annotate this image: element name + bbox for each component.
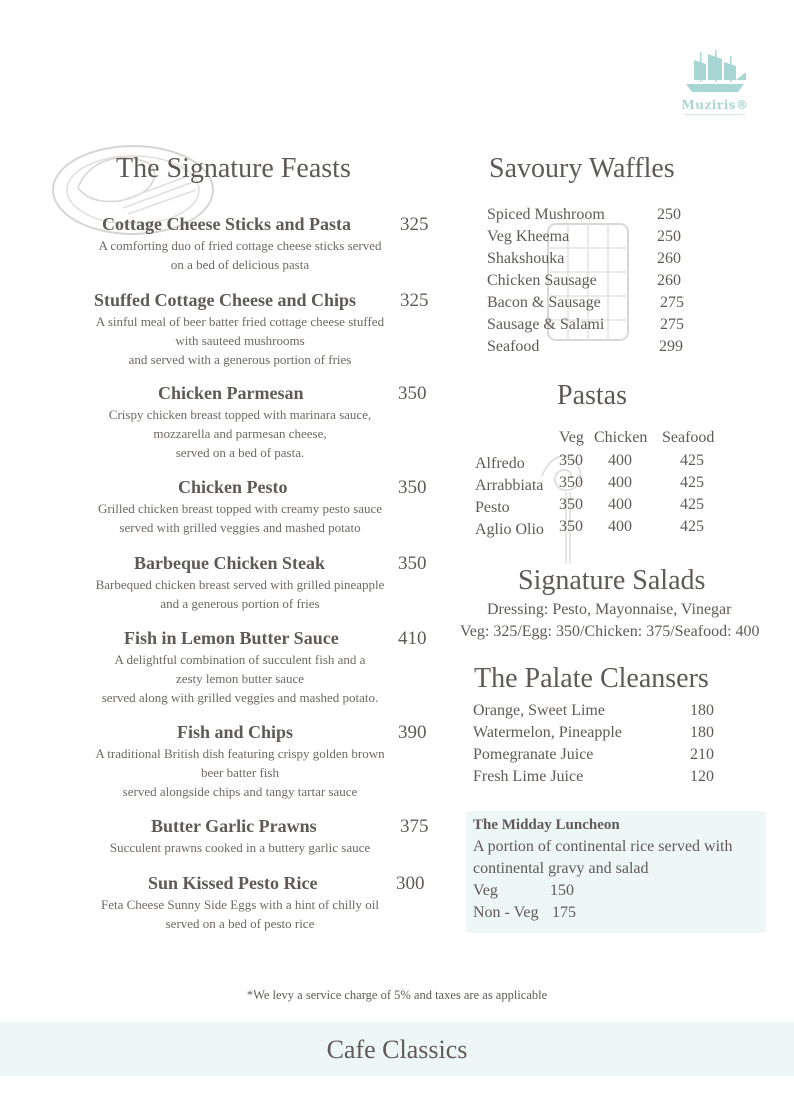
item-description: A delightful combination of succulent fish and a zesty lemon butter sauce served along with grilled veggies and mashed potato. xyxy=(101,652,379,705)
list-item: Sausage & Salami xyxy=(487,316,605,333)
column-header: Chicken xyxy=(594,429,648,446)
luncheon-option-name: Veg xyxy=(473,882,498,899)
luncheon-description-line: continental gravy and salad xyxy=(473,860,649,877)
item-price: 350 xyxy=(398,383,427,404)
pasta-price: 400 xyxy=(608,474,632,491)
item-price: 250 xyxy=(657,206,681,223)
salad-prices: Veg: 325/Egg: 350/Chicken: 375/Seafood: 400 xyxy=(460,623,760,640)
pasta-price: 350 xyxy=(559,474,583,491)
list-item: Orange, Sweet Lime xyxy=(473,702,605,719)
item-price: 350 xyxy=(398,553,427,574)
pasta-price: 425 xyxy=(680,496,704,513)
column-header: Seafood xyxy=(662,429,715,446)
item-description: Grilled chicken breast topped with creamy pesto sauce served with grilled veggies and mashed potato xyxy=(97,501,383,535)
midday-luncheon-title: The Midday Luncheon xyxy=(473,817,620,833)
item-description: Crispy chicken breast topped with marinara sauce, mozzarella and parmesan cheese, served on a bed of pasta. xyxy=(108,407,372,460)
pasta-name: Alfredo xyxy=(475,455,525,472)
item-price: 120 xyxy=(690,768,714,785)
section-banner xyxy=(0,1022,794,1076)
list-item: Spiced Mushroom xyxy=(487,206,605,223)
item-price: 375 xyxy=(400,816,429,837)
item-price: 260 xyxy=(657,250,681,267)
item-price: 325 xyxy=(400,214,429,235)
list-item: Shakshouka xyxy=(487,250,565,267)
brand-name: Muziris® xyxy=(681,98,749,112)
luncheon-option-name: Non - Veg xyxy=(473,904,539,921)
item-name: Stuffed Cottage Cheese and Chips xyxy=(94,290,357,310)
column-header: Veg xyxy=(559,429,584,446)
item-price: 210 xyxy=(690,746,714,763)
pasta-price: 350 xyxy=(559,518,583,535)
item-price: 275 xyxy=(660,316,684,333)
item-description: A sinful meal of beer batter fried cottage cheese stuffed with sauteed mushrooms and served with a generous portion of fries xyxy=(95,314,385,367)
list-item: Pomegranate Juice xyxy=(473,746,594,763)
signature-feasts-title: The Signature Feasts xyxy=(116,153,351,184)
midday-luncheon-box xyxy=(466,811,766,933)
item-description: A traditional British dish featuring crispy golden brown beer batter fish served alongside chips and tangy tartar sauce xyxy=(95,746,385,799)
item-price: 410 xyxy=(398,628,427,649)
item-price: 260 xyxy=(657,272,681,289)
brand-underline xyxy=(685,114,745,115)
savoury-waffles-title: Savoury Waffles xyxy=(489,153,675,184)
pasta-price: 400 xyxy=(608,518,632,535)
list-item: Watermelon, Pineapple xyxy=(473,724,622,741)
item-price: 300 xyxy=(396,873,425,894)
luncheon-description-line: A portion of continental rice served with xyxy=(473,838,733,855)
pastas-title: Pastas xyxy=(557,380,627,411)
item-name: Chicken Pesto xyxy=(178,477,288,497)
service-charge-note: *We levy a service charge of 5% and taxes are as applicable xyxy=(246,988,548,1002)
item-price: 180 xyxy=(690,724,714,741)
ship-icon xyxy=(680,50,750,96)
pasta-price: 350 xyxy=(559,496,583,513)
item-name: Butter Garlic Prawns xyxy=(151,816,317,836)
item-price: 350 xyxy=(398,477,427,498)
item-name: Chicken Parmesan xyxy=(158,383,304,403)
item-name: Barbeque Chicken Steak xyxy=(134,553,326,573)
luncheon-option-price: 150 xyxy=(550,882,574,899)
pasta-name: Arrabbiata xyxy=(475,477,544,494)
pasta-price: 425 xyxy=(680,474,704,491)
list-item: Bacon & Sausage xyxy=(487,294,601,311)
item-price: 250 xyxy=(657,228,681,245)
pasta-price: 350 xyxy=(559,452,583,469)
banner-title: Cafe Classics xyxy=(326,1035,468,1064)
list-item: Chicken Sausage xyxy=(487,272,597,289)
item-name: Fish in Lemon Butter Sauce xyxy=(124,628,339,648)
item-name: Sun Kissed Pesto Rice xyxy=(148,873,318,893)
item-name: Cottage Cheese Sticks and Pasta xyxy=(102,214,351,234)
item-price: 325 xyxy=(400,290,429,311)
item-description: A comforting duo of fried cottage cheese sticks served on a bed of delicious pasta xyxy=(98,238,382,272)
list-item: Seafood xyxy=(487,338,540,355)
item-description: Barbequed chicken breast served with grilled pineapple and a generous portion of fries xyxy=(95,577,385,611)
item-price: 390 xyxy=(398,722,427,743)
palate-cleansers-title: The Palate Cleansers xyxy=(474,663,709,694)
brand-logo xyxy=(676,50,754,115)
pasta-name: Pesto xyxy=(475,499,510,516)
item-description: Feta Cheese Sunny Side Eggs with a hint of chilly oil served on a bed of pesto rice xyxy=(100,897,380,931)
item-price: 275 xyxy=(660,294,684,311)
item-price: 299 xyxy=(659,338,683,355)
pasta-price: 425 xyxy=(680,518,704,535)
pasta-price: 400 xyxy=(608,452,632,469)
list-item: Fresh Lime Juice xyxy=(473,768,584,785)
item-price: 180 xyxy=(690,702,714,719)
signature-salads-title: Signature Salads xyxy=(518,565,706,596)
salad-dressing: Dressing: Pesto, Mayonnaise, Vinegar xyxy=(487,601,732,618)
item-name: Fish and Chips xyxy=(177,722,294,742)
pasta-price: 400 xyxy=(608,496,632,513)
pasta-price: 425 xyxy=(680,452,704,469)
item-description: Succulent prawns cooked in a buttery garlic sauce xyxy=(109,840,371,855)
luncheon-option-price: 175 xyxy=(552,904,576,921)
pasta-name: Aglio Olio xyxy=(475,521,544,538)
list-item: Veg Kheema xyxy=(487,228,570,245)
